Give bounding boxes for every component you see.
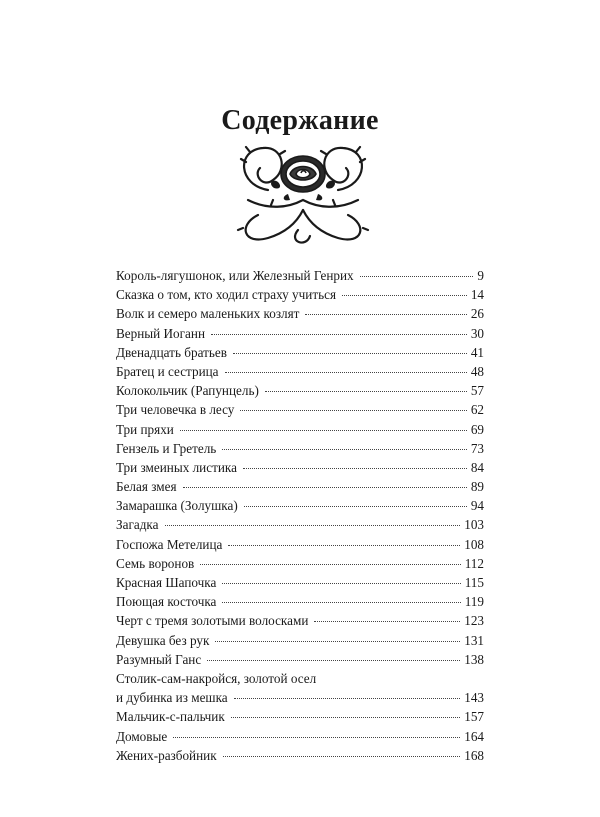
toc-entry-line1: Столик-сам-накройся, золотой осел <box>116 670 317 686</box>
toc-entry[interactable]: Девушка без рук 131 <box>116 632 484 648</box>
toc-entry[interactable]: Поющая косточка 119 <box>116 594 484 610</box>
toc-entry[interactable]: Замарашка (Золушка) 94 <box>116 498 484 514</box>
toc-entry[interactable]: Братец и сестрица 48 <box>116 363 484 379</box>
toc-entry[interactable]: Три человечка в лесу 62 <box>116 402 484 418</box>
toc-entry[interactable]: Домовые 164 <box>116 728 484 744</box>
toc-entry[interactable]: Колокольчик (Рапунцель) 57 <box>116 383 484 399</box>
toc-entry[interactable]: Красная Шапочка 115 <box>116 575 484 590</box>
toc-entry[interactable]: Двенадцать братьев 41 <box>116 344 484 360</box>
toc-entry[interactable]: Загадка 103 <box>116 517 484 533</box>
toc-entry[interactable]: Жених-разбойник 168 <box>116 747 484 763</box>
toc-entry[interactable]: Сказка о том, кто ходил страху учиться 14 <box>116 287 484 303</box>
toc-entry[interactable]: Три пряхи 69 <box>116 421 484 437</box>
toc-entry[interactable]: Король-лягушонок, или Железный Генрих 9 <box>116 268 484 283</box>
toc-entry[interactable]: Семь воронов 112 <box>116 555 484 571</box>
table-of-contents <box>116 266 484 765</box>
toc-entry-multiline[interactable] <box>116 669 484 707</box>
toc-entry[interactable]: Разумный Ганс 138 <box>116 651 484 667</box>
toc-entry[interactable]: Белая змея 89 <box>116 479 484 495</box>
toc-entry[interactable]: Гензель и Гретель 73 <box>116 440 484 456</box>
page-title: Содержание <box>221 104 379 136</box>
toc-entry-line2: и дубинка из мешка <box>116 690 228 706</box>
toc-page-number: 143 <box>464 690 484 706</box>
toc-entry[interactable]: Верный Иоганн 30 <box>116 325 484 341</box>
rose-ornament-icon <box>228 130 378 250</box>
toc-entry[interactable]: Мальчик-с-пальчик 157 <box>116 709 484 725</box>
toc-entry[interactable]: Госпожа Метелица 108 <box>116 536 484 552</box>
toc-entry[interactable]: Черт с тремя золотыми волосками 123 <box>116 613 484 629</box>
toc-entry[interactable]: Три змеиных листика 84 <box>116 459 484 475</box>
toc-entry[interactable]: Волк и семеро маленьких козлят 26 <box>116 306 484 322</box>
